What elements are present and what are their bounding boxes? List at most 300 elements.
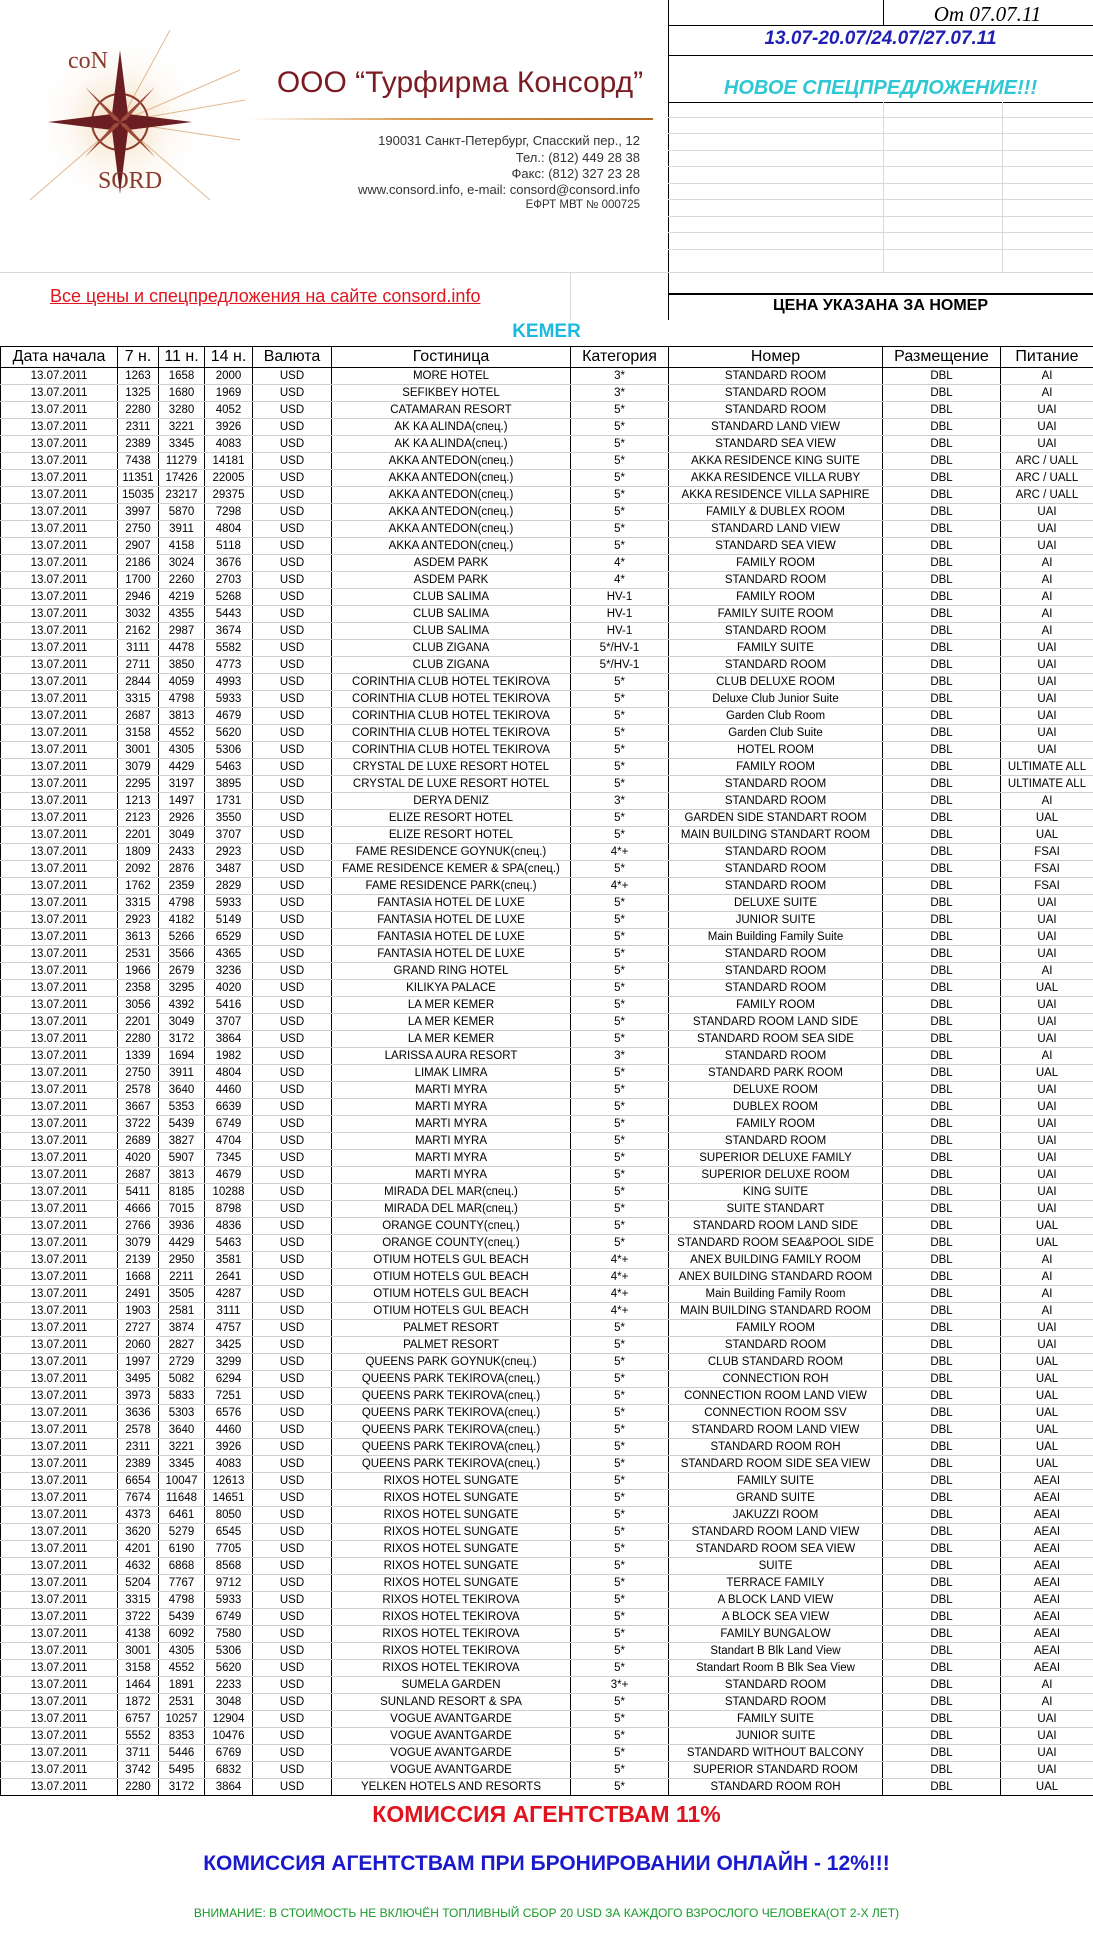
cell-currency: USD	[253, 436, 332, 453]
table-row	[1, 385, 1093, 402]
cell-meals: AEAI	[1001, 1643, 1093, 1660]
cell-category: 5*	[571, 402, 669, 419]
cell-category: HV-1	[571, 589, 669, 606]
cell-price-11: 4305	[159, 742, 205, 759]
cell-category: 5*	[571, 1099, 669, 1116]
table-row	[1, 1745, 1093, 1762]
cell-currency: USD	[253, 708, 332, 725]
cell-hotel: MARTI MYRA	[332, 1116, 571, 1133]
cell-category: 5*	[571, 1439, 669, 1456]
cell-currency: USD	[253, 997, 332, 1014]
cell-price-14: 4679	[205, 708, 253, 725]
cell-price-14: 14651	[205, 1490, 253, 1507]
cell-meals: UAI	[1001, 1014, 1093, 1031]
cell-start-date: 13.07.2011	[1, 912, 118, 929]
cell-price-7: 2311	[118, 419, 159, 436]
cell-price-14: 3581	[205, 1252, 253, 1269]
cell-start-date: 13.07.2011	[1, 1643, 118, 1660]
cell-price-14: 2641	[205, 1269, 253, 1286]
cell-category: 5*	[571, 1422, 669, 1439]
cell-currency: USD	[253, 1082, 332, 1099]
cell-room: A BLOCK LAND VIEW	[669, 1592, 883, 1609]
cell-room: ANEX BUILDING STANDARD ROOM	[669, 1269, 883, 1286]
cell-meals: UAL	[1001, 980, 1093, 997]
cell-price-14: 5306	[205, 742, 253, 759]
cell-currency: USD	[253, 1507, 332, 1524]
cell-price-7: 2750	[118, 521, 159, 538]
cell-price-11: 1694	[159, 1048, 205, 1065]
cell-currency: USD	[253, 453, 332, 470]
cell-start-date: 13.07.2011	[1, 623, 118, 640]
cell-accommodation: DBL	[883, 861, 1001, 878]
cell-room: STANDARD ROOM ROH	[669, 1779, 883, 1796]
cell-price-11: 5870	[159, 504, 205, 521]
cell-category: 5*	[571, 1745, 669, 1762]
cell-currency: USD	[253, 929, 332, 946]
cell-hotel: MARTI MYRA	[332, 1082, 571, 1099]
cell-category: 4*+	[571, 1286, 669, 1303]
cell-hotel: RIXOS HOTEL TEKIROVA	[332, 1609, 571, 1626]
cell-accommodation: DBL	[883, 1235, 1001, 1252]
cell-start-date: 13.07.2011	[1, 1099, 118, 1116]
cell-accommodation: DBL	[883, 1592, 1001, 1609]
cell-hotel: QUEENS PARK TEKIROVA(спец.)	[332, 1422, 571, 1439]
cell-price-7: 1966	[118, 963, 159, 980]
cell-price-14: 6576	[205, 1405, 253, 1422]
cell-currency: USD	[253, 1524, 332, 1541]
cell-meals: UAI	[1001, 657, 1093, 674]
cell-accommodation: DBL	[883, 1218, 1001, 1235]
cell-meals: ARC / UALL	[1001, 470, 1093, 487]
cell-price-7: 3722	[118, 1609, 159, 1626]
cell-hotel: QUEENS PARK TEKIROVA(спец.)	[332, 1371, 571, 1388]
cell-currency: USD	[253, 1456, 332, 1473]
cell-accommodation: DBL	[883, 1371, 1001, 1388]
cell-currency: USD	[253, 1711, 332, 1728]
cell-meals: AI	[1001, 368, 1093, 385]
cell-room: STANDARD LAND VIEW	[669, 419, 883, 436]
cell-start-date: 13.07.2011	[1, 1677, 118, 1694]
cell-room: MAIN BUILDING STANDART ROOM	[669, 827, 883, 844]
cell-hotel: CLUB ZIGANA	[332, 657, 571, 674]
cell-accommodation: DBL	[883, 368, 1001, 385]
cell-price-7: 3742	[118, 1762, 159, 1779]
cell-start-date: 13.07.2011	[1, 402, 118, 419]
cell-meals: UAL	[1001, 810, 1093, 827]
cell-price-11: 3221	[159, 419, 205, 436]
table-row	[1, 1541, 1093, 1558]
cell-price-7: 6654	[118, 1473, 159, 1490]
cell-price-11: 4305	[159, 1643, 205, 1660]
table-row	[1, 572, 1093, 589]
table-row	[1, 1235, 1093, 1252]
cell-category: 5*	[571, 776, 669, 793]
cell-hotel: QUEENS PARK TEKIROVA(спец.)	[332, 1405, 571, 1422]
cell-price-14: 4679	[205, 1167, 253, 1184]
cell-price-14: 5118	[205, 538, 253, 555]
cell-price-14: 5620	[205, 1660, 253, 1677]
cell-hotel: QUEENS PARK GOYNUK(спец.)	[332, 1354, 571, 1371]
cell-category: 5*/HV-1	[571, 657, 669, 674]
company-phone: Тел.: (812) 449 28 38	[515, 150, 640, 165]
cell-room: STANDARD ROOM LAND SIDE	[669, 1218, 883, 1235]
cell-room: STANDARD WITHOUT BALCONY	[669, 1745, 883, 1762]
cell-currency: USD	[253, 1473, 332, 1490]
cell-room: DUBLEX ROOM	[669, 1099, 883, 1116]
cell-price-7: 3722	[118, 1116, 159, 1133]
table-row	[1, 929, 1093, 946]
cell-currency: USD	[253, 1405, 332, 1422]
cell-currency: USD	[253, 606, 332, 623]
cell-currency: USD	[253, 1218, 332, 1235]
cell-category: 5*	[571, 1779, 669, 1796]
cell-start-date: 13.07.2011	[1, 1524, 118, 1541]
cell-category: 5*	[571, 1524, 669, 1541]
cell-room: GRAND SUITE	[669, 1490, 883, 1507]
cell-room: Main Building Family Suite	[669, 929, 883, 946]
cell-start-date: 13.07.2011	[1, 1269, 118, 1286]
cell-room: STANDARD LAND VIEW	[669, 521, 883, 538]
cell-start-date: 13.07.2011	[1, 1286, 118, 1303]
cell-price-7: 3158	[118, 1660, 159, 1677]
table-row	[1, 1133, 1093, 1150]
cell-currency: USD	[253, 1626, 332, 1643]
table-row	[1, 1728, 1093, 1745]
cell-meals: AI	[1001, 623, 1093, 640]
table-row	[1, 1184, 1093, 1201]
cell-currency: USD	[253, 861, 332, 878]
cell-room: STANDARD ROOM	[669, 1048, 883, 1065]
cell-currency: USD	[253, 1422, 332, 1439]
cell-meals: UAI	[1001, 1201, 1093, 1218]
column-header-accommodation: Размещение	[883, 347, 1001, 368]
cell-currency: USD	[253, 1303, 332, 1320]
cell-price-14: 3236	[205, 963, 253, 980]
cell-hotel: FANTASIA HOTEL DE LUXE	[332, 895, 571, 912]
table-row	[1, 1609, 1093, 1626]
cell-accommodation: DBL	[883, 1779, 1001, 1796]
cell-price-7: 5411	[118, 1184, 159, 1201]
cell-price-11: 23217	[159, 487, 205, 504]
cell-category: 5*	[571, 674, 669, 691]
cell-meals: UAI	[1001, 1167, 1093, 1184]
cell-hotel: VOGUE AVANTGARDE	[332, 1745, 571, 1762]
cell-category: 5*	[571, 453, 669, 470]
price-table	[0, 346, 1093, 1796]
cell-price-14: 4083	[205, 436, 253, 453]
cell-price-11: 2433	[159, 844, 205, 861]
cell-meals: UAL	[1001, 1065, 1093, 1082]
cell-currency: USD	[253, 980, 332, 997]
cell-meals: UAI	[1001, 419, 1093, 436]
cell-hotel: RIXOS HOTEL TEKIROVA	[332, 1626, 571, 1643]
table-row	[1, 1082, 1093, 1099]
cell-accommodation: DBL	[883, 997, 1001, 1014]
cell-price-14: 6749	[205, 1609, 253, 1626]
cell-price-11: 5266	[159, 929, 205, 946]
cell-price-7: 2389	[118, 1456, 159, 1473]
cell-currency: USD	[253, 1728, 332, 1745]
cell-price-7: 4138	[118, 1626, 159, 1643]
cell-price-7: 1872	[118, 1694, 159, 1711]
cell-hotel: AKKA ANTEDON(спец.)	[332, 504, 571, 521]
cell-price-7: 4201	[118, 1541, 159, 1558]
cell-price-11: 4429	[159, 1235, 205, 1252]
cell-hotel: CLUB SALIMA	[332, 623, 571, 640]
cell-meals: UAL	[1001, 1388, 1093, 1405]
cell-price-14: 3425	[205, 1337, 253, 1354]
cell-start-date: 13.07.2011	[1, 1320, 118, 1337]
cell-room: Deluxe Club Junior Suite	[669, 691, 883, 708]
table-row	[1, 725, 1093, 742]
cell-meals: AI	[1001, 793, 1093, 810]
table-row	[1, 1626, 1093, 1643]
cell-price-14: 5306	[205, 1643, 253, 1660]
cell-start-date: 13.07.2011	[1, 861, 118, 878]
table-row	[1, 1116, 1093, 1133]
cell-room: JUNIOR SUITE	[669, 1728, 883, 1745]
cell-hotel: FAME RESIDENCE GOYNUK(спец.)	[332, 844, 571, 861]
cell-room: STANDARD ROOM SIDE SEA VIEW	[669, 1456, 883, 1473]
cell-price-14: 5933	[205, 691, 253, 708]
cell-category: 5*	[571, 1218, 669, 1235]
cell-price-11: 4219	[159, 589, 205, 606]
cell-category: 3*	[571, 1048, 669, 1065]
cell-meals: AI	[1001, 555, 1093, 572]
cell-start-date: 13.07.2011	[1, 368, 118, 385]
cell-currency: USD	[253, 521, 332, 538]
cell-price-14: 4287	[205, 1286, 253, 1303]
table-row	[1, 1660, 1093, 1677]
cell-meals: UAL	[1001, 1235, 1093, 1252]
cell-start-date: 13.07.2011	[1, 1575, 118, 1592]
cell-meals: ULTIMATE ALL	[1001, 759, 1093, 776]
cell-hotel: CORINTHIA CLUB HOTEL TEKIROVA	[332, 674, 571, 691]
website-link[interactable]: Все цены и спецпредложения на сайте consord.info	[50, 286, 481, 306]
cell-meals: AI	[1001, 589, 1093, 606]
cell-price-11: 11648	[159, 1490, 205, 1507]
cell-category: 4*	[571, 555, 669, 572]
cell-meals: UAI	[1001, 1116, 1093, 1133]
cell-start-date: 13.07.2011	[1, 1337, 118, 1354]
table-row	[1, 504, 1093, 521]
cell-accommodation: DBL	[883, 1201, 1001, 1218]
cell-room: FAMILY BUNGALOW	[669, 1626, 883, 1643]
cell-price-7: 1325	[118, 385, 159, 402]
cell-start-date: 13.07.2011	[1, 1235, 118, 1252]
table-row	[1, 1303, 1093, 1320]
cell-category: HV-1	[571, 606, 669, 623]
cell-start-date: 13.07.2011	[1, 1439, 118, 1456]
cell-currency: USD	[253, 1592, 332, 1609]
cell-price-11: 3850	[159, 657, 205, 674]
cell-currency: USD	[253, 878, 332, 895]
cell-start-date: 13.07.2011	[1, 385, 118, 402]
cell-hotel: PALMET RESORT	[332, 1320, 571, 1337]
cell-price-11: 7015	[159, 1201, 205, 1218]
cell-room: FAMILY ROOM	[669, 589, 883, 606]
cell-price-7: 3620	[118, 1524, 159, 1541]
cell-price-14: 4460	[205, 1082, 253, 1099]
cell-meals: UAI	[1001, 1133, 1093, 1150]
cell-hotel: FAME RESIDENCE PARK(спец.)	[332, 878, 571, 895]
cell-currency: USD	[253, 1184, 332, 1201]
cell-meals: AI	[1001, 1286, 1093, 1303]
table-row	[1, 742, 1093, 759]
cell-accommodation: DBL	[883, 385, 1001, 402]
cell-hotel: QUEENS PARK TEKIROVA(спец.)	[332, 1456, 571, 1473]
cell-hotel: RIXOS HOTEL SUNGATE	[332, 1490, 571, 1507]
cell-currency: USD	[253, 1337, 332, 1354]
table-row	[1, 861, 1093, 878]
table-row	[1, 793, 1093, 810]
cell-hotel: FANTASIA HOTEL DE LUXE	[332, 946, 571, 963]
cell-start-date: 13.07.2011	[1, 1728, 118, 1745]
cell-price-7: 3315	[118, 691, 159, 708]
cell-price-7: 3636	[118, 1405, 159, 1422]
cell-currency: USD	[253, 1558, 332, 1575]
cell-category: 5*	[571, 1405, 669, 1422]
cell-price-7: 3711	[118, 1745, 159, 1762]
company-license: ЕФРТ МВТ № 000725	[525, 199, 640, 211]
cell-accommodation: DBL	[883, 555, 1001, 572]
table-row	[1, 1677, 1093, 1694]
cell-room: JUNIOR SUITE	[669, 912, 883, 929]
cell-price-7: 3056	[118, 997, 159, 1014]
cell-price-7: 4632	[118, 1558, 159, 1575]
column-header-14-nights: 14 н.	[205, 347, 253, 368]
cell-category: 5*	[571, 912, 669, 929]
cell-currency: USD	[253, 1677, 332, 1694]
cell-meals: AEAI	[1001, 1609, 1093, 1626]
cell-price-11: 2926	[159, 810, 205, 827]
cell-currency: USD	[253, 402, 332, 419]
cell-accommodation: DBL	[883, 606, 1001, 623]
cell-accommodation: DBL	[883, 1133, 1001, 1150]
cell-price-7: 2578	[118, 1082, 159, 1099]
cell-room: CLUB STANDARD ROOM	[669, 1354, 883, 1371]
cell-meals: UAI	[1001, 725, 1093, 742]
cell-hotel: CORINTHIA CLUB HOTEL TEKIROVA	[332, 691, 571, 708]
cell-accommodation: DBL	[883, 793, 1001, 810]
cell-price-7: 2280	[118, 1031, 159, 1048]
cell-meals: ARC / UALL	[1001, 487, 1093, 504]
cell-price-7: 3315	[118, 895, 159, 912]
cell-hotel: CORINTHIA CLUB HOTEL TEKIROVA	[332, 708, 571, 725]
cell-hotel: DERYA DENIZ	[332, 793, 571, 810]
cell-room: STANDARD SEA VIEW	[669, 538, 883, 555]
cell-hotel: ASDEM PARK	[332, 555, 571, 572]
cell-price-11: 2531	[159, 1694, 205, 1711]
cell-price-11: 3813	[159, 708, 205, 725]
cell-category: 4*+	[571, 1303, 669, 1320]
cell-meals: ULTIMATE ALL	[1001, 776, 1093, 793]
cell-room: HOTEL ROOM	[669, 742, 883, 759]
cell-currency: USD	[253, 963, 332, 980]
new-offer-banner: НОВОЕ СПЕЦПРЕДЛОЖЕНИЕ!!!	[723, 77, 1038, 99]
cell-hotel: OTIUM HOTELS GUL BEACH	[332, 1252, 571, 1269]
cell-price-14: 4083	[205, 1456, 253, 1473]
cell-category: 5*	[571, 1694, 669, 1711]
table-row	[1, 708, 1093, 725]
cell-price-7: 2280	[118, 402, 159, 419]
cell-currency: USD	[253, 640, 332, 657]
cell-price-14: 8798	[205, 1201, 253, 1218]
cell-start-date: 13.07.2011	[1, 1133, 118, 1150]
cell-accommodation: DBL	[883, 1728, 1001, 1745]
cell-price-11: 2729	[159, 1354, 205, 1371]
cell-start-date: 13.07.2011	[1, 1150, 118, 1167]
table-row	[1, 1099, 1093, 1116]
table-row	[1, 827, 1093, 844]
cell-accommodation: DBL	[883, 1269, 1001, 1286]
cell-price-7: 2689	[118, 1133, 159, 1150]
cell-price-14: 2703	[205, 572, 253, 589]
cell-category: 5*	[571, 1507, 669, 1524]
cell-price-7: 1809	[118, 844, 159, 861]
cell-start-date: 13.07.2011	[1, 708, 118, 725]
cell-currency: USD	[253, 1609, 332, 1626]
cell-room: STANDARD SEA VIEW	[669, 436, 883, 453]
cell-accommodation: DBL	[883, 878, 1001, 895]
cell-price-11: 4059	[159, 674, 205, 691]
cell-meals: AEAI	[1001, 1507, 1093, 1524]
cell-currency: USD	[253, 1167, 332, 1184]
cell-room: STANDARD ROOM	[669, 861, 883, 878]
table-row	[1, 844, 1093, 861]
cell-price-14: 6529	[205, 929, 253, 946]
cell-currency: USD	[253, 1490, 332, 1507]
cell-price-11: 5439	[159, 1609, 205, 1626]
cell-price-11: 4182	[159, 912, 205, 929]
cell-room: AKKA RESIDENCE KING SUITE	[669, 453, 883, 470]
cell-meals: AI	[1001, 1303, 1093, 1320]
cell-price-14: 3676	[205, 555, 253, 572]
cell-accommodation: DBL	[883, 1558, 1001, 1575]
cell-category: 5*	[571, 1337, 669, 1354]
cell-room: STANDARD ROOM SEA VIEW	[669, 1541, 883, 1558]
table-row	[1, 1201, 1093, 1218]
cell-meals: ARC / UALL	[1001, 453, 1093, 470]
cell-hotel: FANTASIA HOTEL DE LUXE	[332, 929, 571, 946]
cell-hotel: AKKA ANTEDON(спец.)	[332, 538, 571, 555]
cell-currency: USD	[253, 1014, 332, 1031]
cell-price-11: 3911	[159, 1065, 205, 1082]
cell-currency: USD	[253, 657, 332, 674]
cell-meals: UAI	[1001, 1320, 1093, 1337]
cell-accommodation: DBL	[883, 1082, 1001, 1099]
column-header-start-date: Дата начала	[1, 347, 118, 368]
cell-price-7: 3667	[118, 1099, 159, 1116]
cell-price-11: 5907	[159, 1150, 205, 1167]
cell-price-14: 12904	[205, 1711, 253, 1728]
table-row	[1, 1354, 1093, 1371]
cell-hotel: AKKA ANTEDON(спец.)	[332, 521, 571, 538]
cell-price-11: 10257	[159, 1711, 205, 1728]
cell-start-date: 13.07.2011	[1, 1558, 118, 1575]
cell-price-11: 1680	[159, 385, 205, 402]
cell-category: 4*+	[571, 844, 669, 861]
cell-start-date: 13.07.2011	[1, 1405, 118, 1422]
cell-meals: UAI	[1001, 742, 1093, 759]
cell-price-11: 3280	[159, 402, 205, 419]
cell-start-date: 13.07.2011	[1, 419, 118, 436]
cell-price-11: 3197	[159, 776, 205, 793]
cell-room: AKKA RESIDENCE VILLA SAPHIRE	[669, 487, 883, 504]
table-row	[1, 810, 1093, 827]
cell-currency: USD	[253, 1048, 332, 1065]
cell-room: CONNECTION ROH	[669, 1371, 883, 1388]
